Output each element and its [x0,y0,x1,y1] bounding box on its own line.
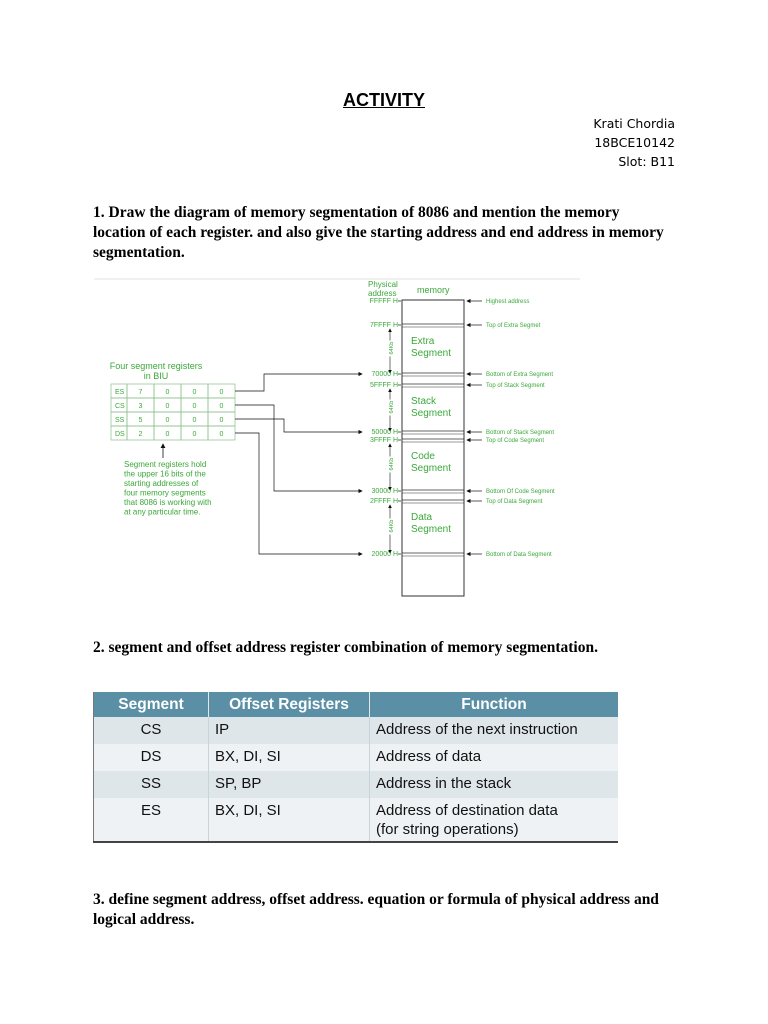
question-2: 2. segment and offset address register combination of memory segmentation. [93,639,598,656]
address-label: 2FFFF H [370,498,398,505]
right-label: Highest address [486,299,530,305]
register-digit: 0 [219,417,224,424]
register-digit: 0 [192,389,197,396]
table-header-row [94,692,619,717]
regs-caption-2: in BIU [143,371,169,381]
segment-name: Data [411,512,433,523]
address-label: 50000 H [371,429,398,436]
register-connector [235,405,362,491]
register-digit: 2 [138,431,143,438]
question-1: 1. Draw the diagram of memory segmentation of 8086 and mention the memory location of each register. and also give the starting address and end address in memory segmentation. [93,204,664,261]
table-cell-offset: BX, DI, SI [209,744,370,771]
register-digit: 0 [219,431,224,438]
right-label: Bottom of Data Segment [486,552,552,558]
table-cell-function: Address of the next instruction [370,717,619,744]
page-title: ACTIVITY [342,90,425,110]
function-line-2: (for string operations) [376,821,519,838]
segment-name: Segment [411,348,452,359]
size-label: 64Kb [389,400,395,414]
segment-name: Stack [411,396,437,407]
register-note [124,460,212,517]
right-label: Bottom of Stack Segment [486,430,555,436]
register-connector [235,374,362,391]
address-label: FFFFF H [369,298,398,305]
register-note-line: starting addresses of [124,479,199,488]
physical-label-1: Physical [368,280,398,289]
register-note-line: Segment registers hold [124,460,207,469]
address-label: 5FFFF H [370,382,398,389]
register-name: CS [115,403,125,410]
question-3: 3. define segment address, offset address. equation or formula of physical address and logical address. [93,891,659,928]
register-digit: 0 [219,403,224,410]
memory-label: memory [417,285,450,295]
address-label: 30000 H [371,488,398,495]
address-label: 20000 H [371,551,398,558]
right-label: Top of Stack Segment [486,383,545,389]
memory-segmentation-diagram [94,278,580,598]
table-header-segment: Segment [94,692,209,717]
right-label: Bottom of Extra Segment [486,372,554,378]
table-row [94,717,619,744]
table-cell-segment: SS [94,771,209,798]
size-label: 64Kb [389,519,395,533]
table-cell-function: Address of data [370,744,619,771]
segment-name: Segment [411,524,452,535]
register-table [111,384,235,440]
table-cell-function [370,798,619,842]
table-cell-segment: DS [94,744,209,771]
address-labels [370,298,398,558]
address-label: 3FFFF H [370,437,398,444]
table-cell-segment: CS [94,717,209,744]
register-note-line: the upper 16 bits of the [124,469,206,479]
table-row [94,771,619,798]
table-cell-offset: SP, BP [209,771,370,798]
size-label: 64Kb [389,457,395,471]
address-label: 7FFFF H [370,322,398,329]
register-digit: 0 [165,389,170,396]
segment-name: Segment [411,408,452,419]
size-label: 64Kb [389,341,395,355]
right-label: Top of Code Segment [486,438,545,444]
table-cell-offset: BX, DI, SI [209,798,370,842]
register-digit: 0 [192,431,197,438]
table-header-offset: Offset Registers [209,692,370,717]
author-slot: Slot: B11 [618,154,675,169]
segment-name: Extra [411,336,435,347]
register-digit: 0 [165,403,170,410]
register-note-line: four memory segments [124,488,206,498]
right-labels [467,299,555,558]
segment-name: Segment [411,463,452,474]
register-digit: 5 [138,417,143,424]
right-label: Top of Extra Segmet [486,323,541,329]
register-name: SS [115,417,125,424]
right-label: Bottom Of Code Segment [486,489,555,495]
register-connector [235,433,362,554]
register-digit: 3 [138,403,143,410]
register-digit: 0 [219,389,224,396]
register-digit: 0 [192,417,197,424]
table-cell-offset: IP [209,717,370,744]
register-digit: 0 [165,417,170,424]
register-note-line: at any particular time. [124,507,201,517]
register-note-line: that 8086 is working with [124,498,212,507]
author-name: Krati Chordia [593,116,675,131]
address-arrows [398,301,401,554]
register-digit: 0 [165,431,170,438]
register-connectors [235,374,362,554]
table-row [94,744,619,771]
function-line-1: Address of destination data [376,802,558,819]
table-header-function: Function [370,692,619,717]
address-label: 70000 H [371,371,398,378]
table-row [94,798,619,842]
register-name: ES [115,389,125,396]
segment-name: Code [411,451,435,462]
register-digit: 7 [138,389,143,396]
register-connector [235,419,362,432]
table-cell-segment: ES [94,798,209,842]
register-digit: 0 [192,403,197,410]
regs-caption-1: Four segment registers [109,361,203,371]
author-id: 18BCE10142 [594,135,675,150]
table-cell-function: Address in the stack [370,771,619,798]
register-name: DS [115,431,125,438]
right-label: Top of Data Segment [486,499,543,505]
segment-labels [411,336,451,535]
author-block [593,114,675,171]
physical-label-2: address [368,289,397,298]
segment-offset-table [93,692,618,843]
